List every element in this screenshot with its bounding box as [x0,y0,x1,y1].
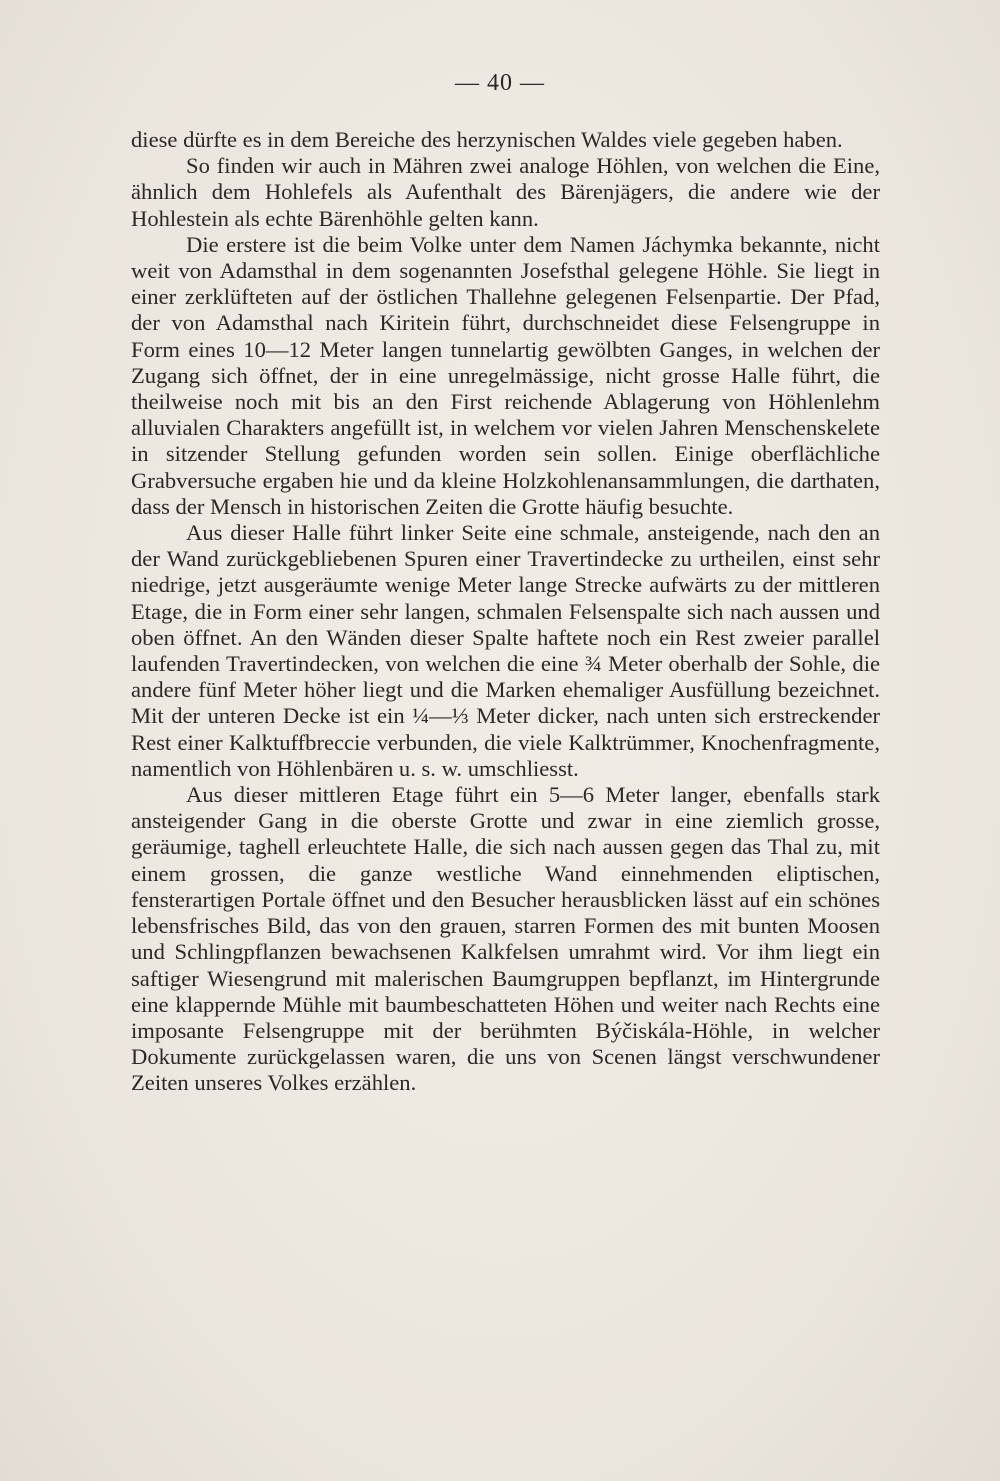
paragraph-continuation: diese dürfte es in dem Bereiche des herzynischen Waldes viele gegeben haben. [131,127,843,152]
page-number: — 40 — [455,70,545,96]
paragraph-moravian-caves: So finden wir auch in Mähren zwei analoge Höhlen, von welchen die Eine, ähnlich dem Hohlefels als Aufenthalt des Bärenjägers, die andere wie der Hohlestein als echte Bärenhöhle gelten kann. [131,153,880,231]
paragraph-jachymka-cave: Die erstere ist die beim Volke unter dem Namen Jáchymka bekannte, nicht weit von Adamsthal in dem sogenannten Josefsthal gelegene Höhle. Sie liegt in einer zerklüfteten auf der östlichen Thallehne gelegenen Felsenpartie. Der Pfad, der von Adamsthal nach Kiritein führt, durchschneidet diese Felsengruppe in Form eines 10—12 Meter langen tunnelartig gewölbten Ganges, in welchen der Zugang sich öffnet, der in eine unregelmässige, nicht grosse Halle führt, die theilweise noch mit bis an den First reichende Ablagerung von Höhlenlehm alluvialen Charakters angefüllt ist, in welchem vor vielen Jahren Menschenskelete in sitzender Stellung gefunden worden sein sollen. Einige oberflächliche Grabversuche ergaben hie und da kleine Holzkohlenansammlungen, die darthaten, dass der Mensch in historischen Zeiten die Grotte häufig besuchte. [131,231,880,519]
paragraph-middle-level: Aus dieser Halle führt linker Seite eine schmale, ansteigende, nach den an der Wand zurückgebliebenen Spuren einer Travertindecke zu urtheilen, einst sehr niedrige, jetzt ausgeräumte wenige Meter lange Strecke aufwärts zu der mittleren Etage, die in Form einer sehr langen, schmalen Felsenspalte sich nach aussen und oben öffnet. An den Wänden dieser Spalte haftete noch ein Rest zweier parallel laufenden Travertindecken, von welchen die eine ¾ Meter oberhalb der Sohle, die andere fünf Meter höher liegt und die Marken ehemaliger Ausfüllung bezeichnet. Mit der unteren Decke ist ein ¼—⅓ Meter dicker, nach unten sich erstreckender Rest einer Kalktuffbreccie verbunden, die viele Kalktrümmer, Knochenfragmente, namentlich von Höhlenbären u. s. w. umschliesst. [131,520,880,781]
page-body [131,127,880,1097]
paragraph-upper-grotto: Aus dieser mittleren Etage führt ein 5—6 Meter langer, ebenfalls stark ansteigender Gang in die oberste Grotte und zwar in eine ziemlich grosse, geräumige, taghell erleuchtete Halle, die sich nach aussen gegen das Thal zu, mit einem grossen, die ganze westliche Wand einnehmenden eliptischen, fensterartigen Portale öffnet und den Besucher herausblicken lässt auf ein schönes lebensfrisches Bild, das von den grauen, starren Formen des mit bunten Moosen und Schlingpflanzen bewachsenen Kalkfelsen umrahmt wird. Vor ihm liegt ein saftiger Wiesengrund mit malerischen Baumgruppen bepflanzt, im Hintergrunde eine klappernde Mühle mit baumbeschatteten Höhen und weiter nach Rechts eine imposante Felsengruppe mit der berühmten Býčiskála-Höhle, in welcher Dokumente zurückgelassen waren, die uns von Scenen längst verschwundener Zeiten unseres Volkes erzählen. [131,782,880,1096]
